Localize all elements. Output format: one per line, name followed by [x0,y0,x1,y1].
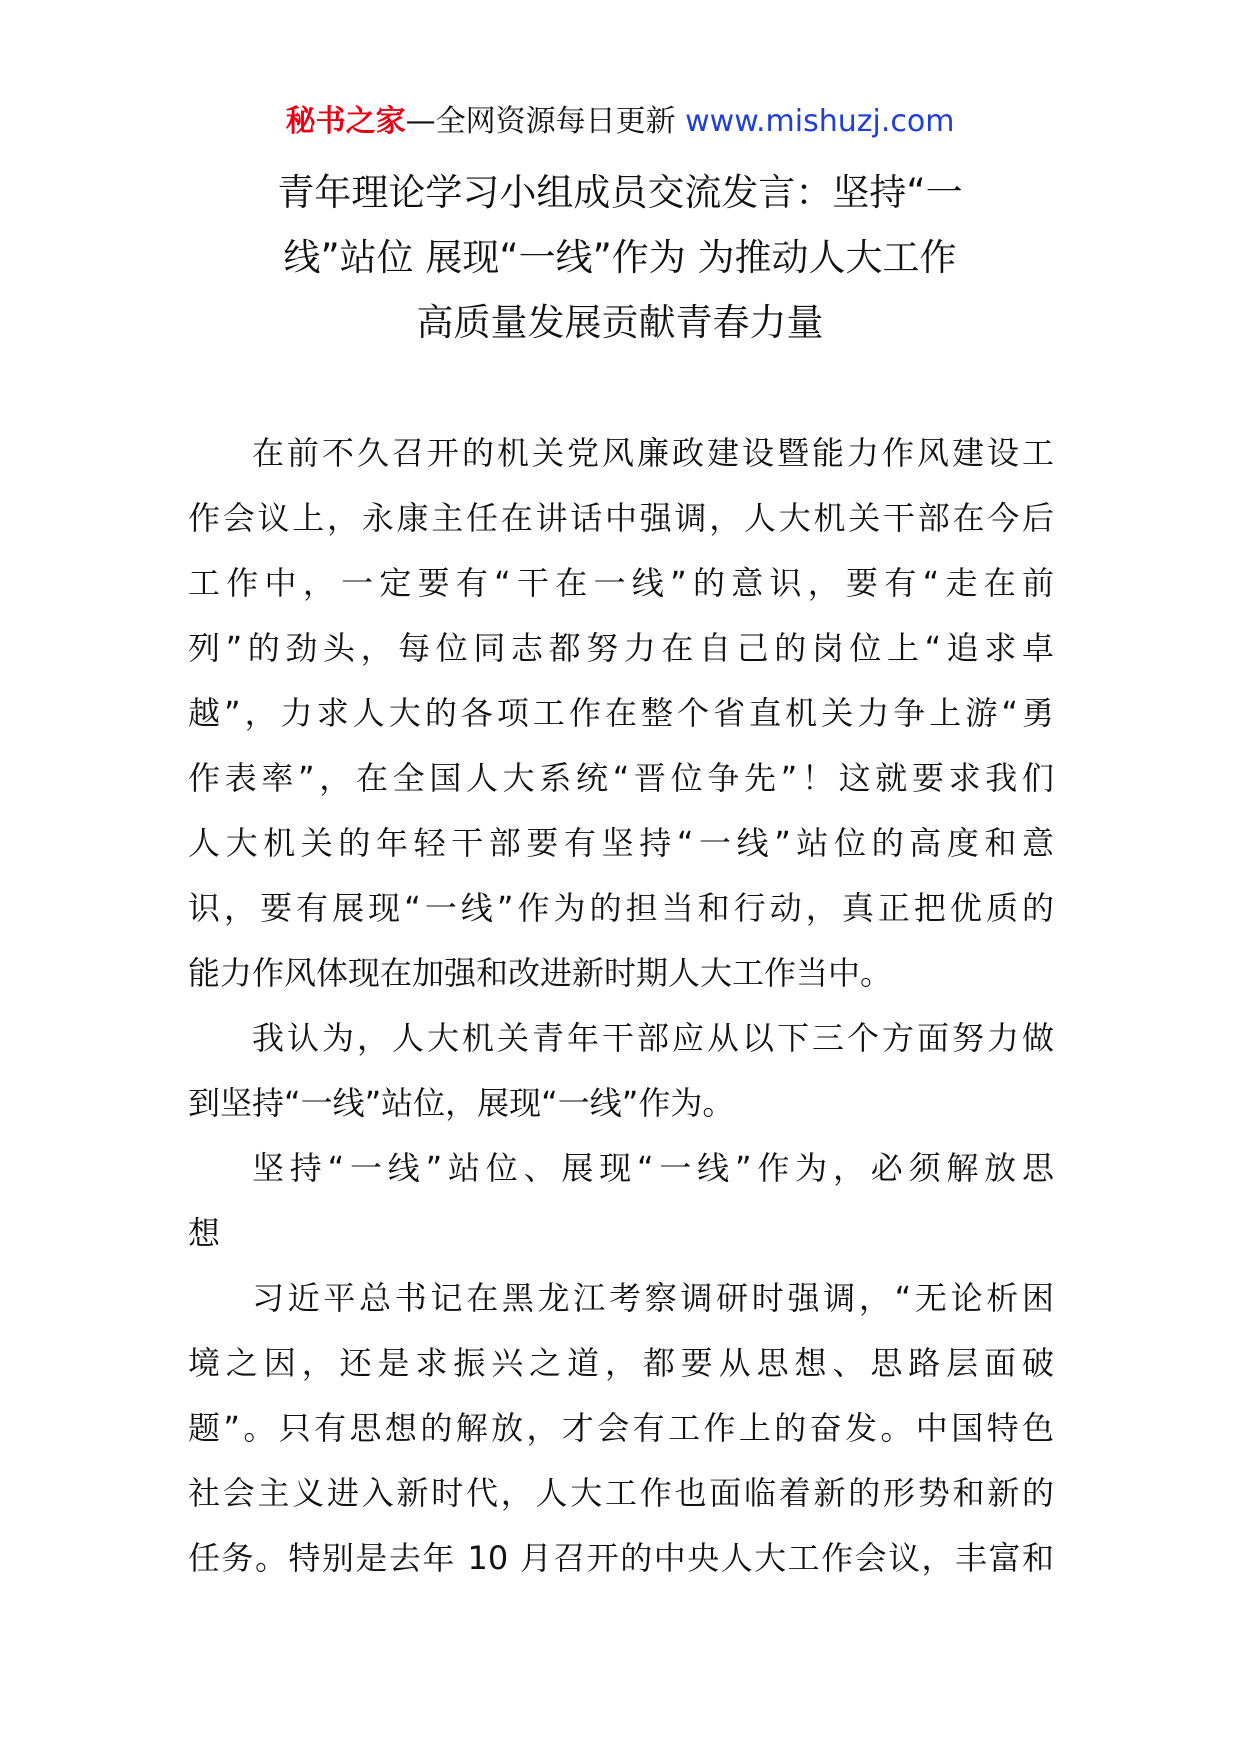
paragraph-line: 我认为，人大机关青年干部应从以下三个方面努力做 [252,1019,1054,1057]
paragraph-line: 人大机关的年轻干部要有坚持“一线”站位的高度和意 [188,824,1054,862]
paragraph-line: 任务。特别是去年 10 月召开的中央人大工作会议，丰富和 [188,1539,1054,1577]
paragraph-line: 在前不久召开的机关党风廉政建设暨能力作风建设工 [252,434,1054,472]
brand-name: 秘书之家 [285,104,406,139]
paragraph-line: 列”的劲头，每位同志都努力在自己的岗位上“追求卓 [188,629,1054,667]
site-url[interactable]: www.mishuzj.com [685,104,955,139]
heading-line: 坚持“一线”站位、展现“一线”作为，必须解放思 [252,1149,1054,1187]
paragraph-line: 能力作风体现在加强和改进新时期人大工作当中。 [188,954,893,992]
paragraph-line: 题”。只有思想的解放，才会有工作上的奋发。中国特色 [188,1409,1054,1447]
paragraph-line: 越”，力求人大的各项工作在整个省直机关力争上游“勇 [188,694,1054,732]
section-heading [188,1136,1054,1266]
title-line: 青年理论学习小组成员交流发言：坚持“一 [277,171,963,214]
paragraph-line: 识，要有展现“一线”作为的担当和行动，真正把优质的 [188,889,1054,927]
paragraph-line: 社会主义进入新时代，人大工作也面临着新的形势和新的 [188,1474,1054,1512]
paragraph-line: 习近平总书记在黑龙江考察调研时强调，“无论析困 [252,1279,1054,1317]
title-line: 线”站位 展现“一线”作为 为推动人大工作 [283,236,957,279]
site-header [0,100,1240,144]
paragraph [188,1266,1054,1591]
paragraph [188,421,1054,1006]
paragraph-line: 作表率”，在全国人大系统“晋位争先”！这就要求我们 [188,759,1054,797]
header-slogan: —全网资源每日更新 [405,104,676,139]
paragraph-line: 境之因，还是求振兴之道，都要从思想、思路层面破 [188,1344,1054,1382]
paragraph [188,1006,1054,1136]
paragraph-line: 工作中，一定要有“干在一线”的意识，要有“走在前 [188,564,1054,602]
title-line: 高质量发展贡献青春力量 [416,301,824,344]
paragraph-line: 作会议上，永康主任在讲话中强调，人大机关干部在今后 [188,499,1054,537]
document-body [188,421,1054,1591]
heading-line: 想 [188,1214,221,1252]
paragraph-line: 到坚持“一线”站位，展现“一线”作为。 [188,1084,735,1122]
document-title [190,160,1050,355]
